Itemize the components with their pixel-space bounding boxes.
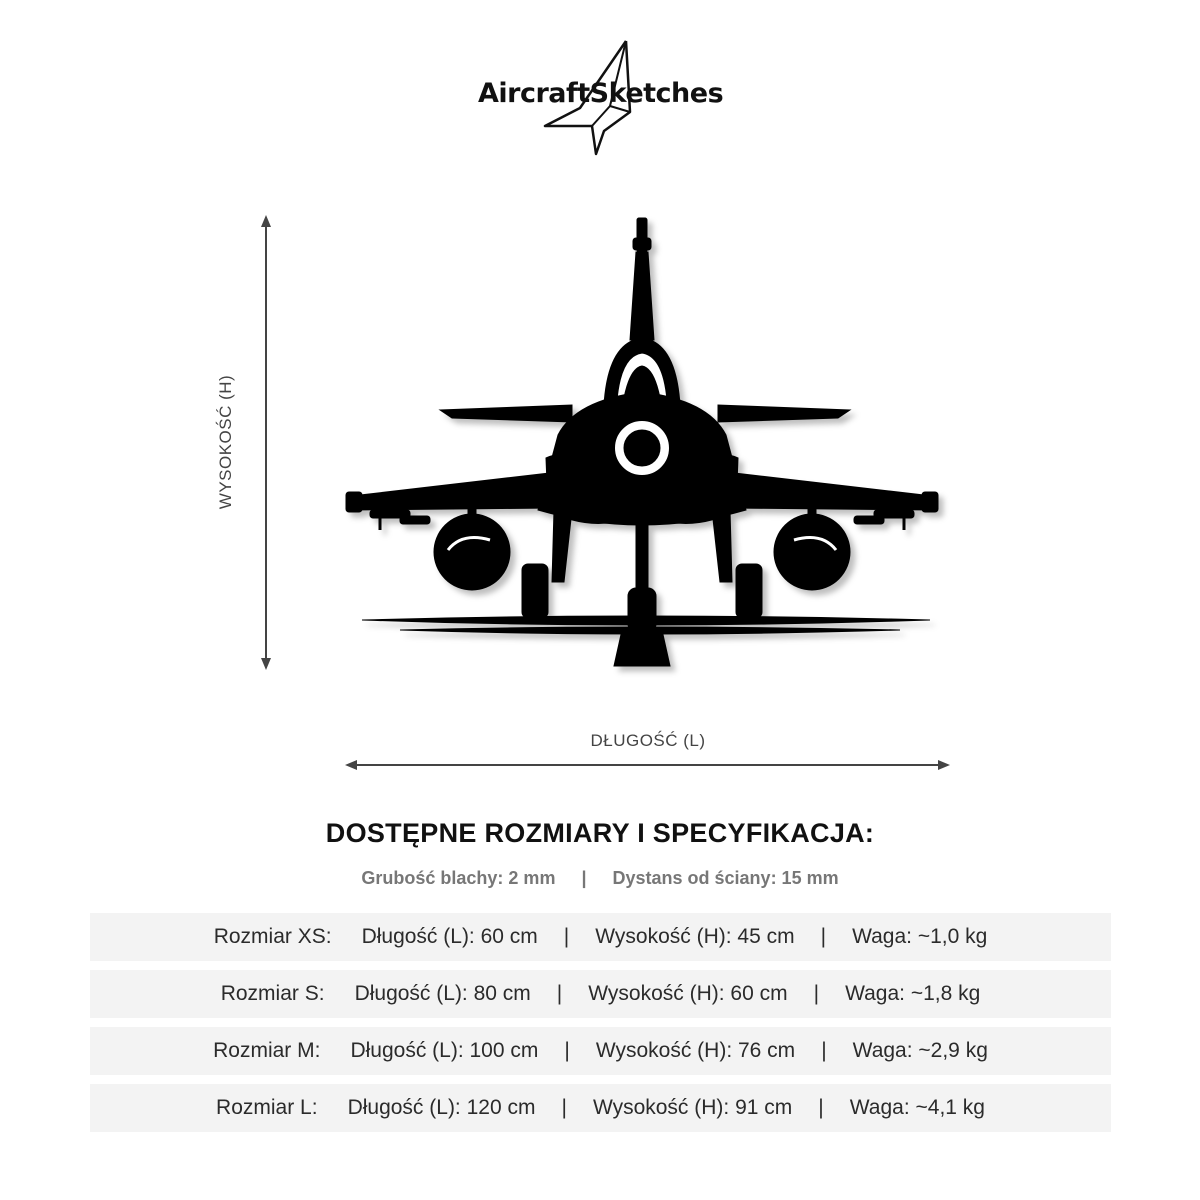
height-dimension-arrow xyxy=(256,215,276,670)
left-wing xyxy=(352,472,558,510)
size-height: Wysokość (H): 45 cm xyxy=(595,925,795,948)
size-weight: Waga: ~1,8 kg xyxy=(845,982,981,1005)
separator: | xyxy=(563,925,570,948)
size-height: Wysokość (H): 76 cm xyxy=(595,1039,796,1062)
size-name: Rozmiar S: xyxy=(220,982,325,1005)
fighter-jet-silhouette xyxy=(340,210,960,680)
sheet-thickness: Grubość blachy: 2 mm xyxy=(361,868,556,888)
table-row xyxy=(90,970,1111,1018)
size-weight: Waga: ~2,9 kg xyxy=(852,1039,988,1062)
nose-cone xyxy=(630,252,654,340)
size-length: Długość (L): 80 cm xyxy=(354,982,531,1005)
size-weight: Waga: ~4,1 kg xyxy=(849,1096,985,1119)
table-row xyxy=(90,1027,1111,1075)
size-name: Rozmiar XS: xyxy=(213,925,332,948)
right-canard xyxy=(718,405,850,422)
left-canard xyxy=(440,405,572,422)
size-table xyxy=(90,913,1111,1141)
separator: | xyxy=(820,925,827,948)
size-length: Długość (L): 120 cm xyxy=(347,1096,536,1119)
separator: | xyxy=(818,1096,824,1119)
ground-shadow xyxy=(362,616,930,625)
size-length: Długość (L): 60 cm xyxy=(361,925,538,948)
spec-heading: DOSTĘPNE ROZMIARY I SPECYFIKACJA: xyxy=(325,818,875,848)
wall-distance: Dystans od ściany: 15 mm xyxy=(612,868,839,888)
separator: | xyxy=(813,982,820,1005)
length-dimension-arrow xyxy=(345,755,950,775)
separator: | xyxy=(581,868,587,888)
spec-subtitle xyxy=(0,868,1200,889)
separator: | xyxy=(821,1039,827,1062)
right-fuel-tank xyxy=(774,514,850,590)
left-main-wheel xyxy=(522,564,548,618)
left-fuel-tank xyxy=(434,514,510,590)
separator: | xyxy=(561,1096,567,1119)
size-weight: Waga: ~1,0 kg xyxy=(852,925,988,948)
table-row xyxy=(90,1084,1111,1132)
right-wing xyxy=(726,472,932,510)
size-height: Wysokość (H): 60 cm xyxy=(588,982,788,1005)
table-row xyxy=(90,913,1111,961)
separator: | xyxy=(564,1039,570,1062)
size-height: Wysokość (H): 91 cm xyxy=(592,1096,793,1119)
size-name: Rozmiar M: xyxy=(213,1039,321,1062)
brand-name: AircraftSketches xyxy=(478,78,724,109)
size-length: Długość (L): 100 cm xyxy=(350,1039,539,1062)
size-name: Rozmiar L: xyxy=(216,1096,318,1119)
length-label: DŁUGOŚĆ (L) xyxy=(590,731,706,750)
right-main-wheel xyxy=(736,564,762,618)
height-label: WYSOKOŚĆ (H) xyxy=(216,374,235,510)
brand-logo xyxy=(470,36,730,160)
separator: | xyxy=(556,982,563,1005)
